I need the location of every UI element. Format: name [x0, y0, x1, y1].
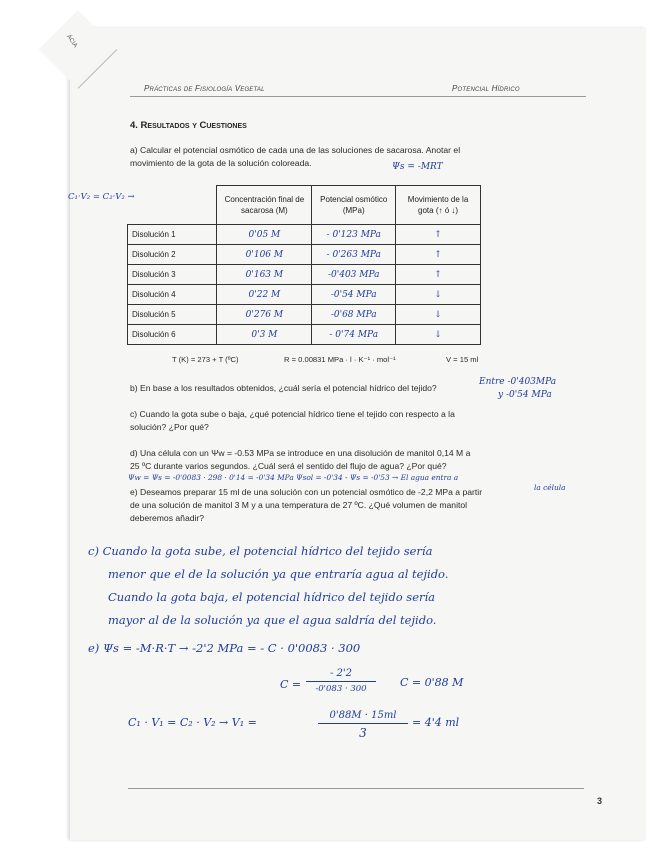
concentration-value: 0'106 M — [217, 245, 312, 265]
handwritten-c1v1: C₁·V₂ = C₂·V₂ → — [68, 192, 135, 202]
section-title: 4. Resultados y Cuestiones — [130, 120, 247, 131]
table-row — [128, 265, 481, 285]
movement-arrow: ↓ — [396, 325, 481, 345]
potential-value: - 0'74 MPa — [312, 325, 396, 345]
concentration-value: 0'22 M — [217, 285, 312, 305]
potential-value: -0'403 MPa — [312, 265, 396, 285]
worksheet-page — [65, 28, 646, 840]
handwritten-answer-d-line2: la célula — [534, 483, 566, 492]
potential-value: - 0'263 MPa — [312, 245, 396, 265]
header-right: Potencial Hídrico — [452, 84, 520, 93]
movement-arrow: ↓ — [396, 305, 481, 325]
handwritten-answer-b-line2: y -0'54 MPa — [498, 390, 552, 400]
volume-fraction-bar — [318, 723, 408, 724]
question-c-line1: c) Cuando la gota sube o baja, ¿qué potencial hídrico tiene el tejido con respecto a la — [130, 409, 455, 419]
table-header-movement: Movimiento de la gota (↑ ó ↓) — [396, 186, 481, 225]
page-number: 3 — [597, 796, 603, 806]
row-label: Disolución 6 — [128, 325, 217, 345]
movement-arrow: ↑ — [396, 265, 481, 285]
fraction-denominator: -0'083 · 300 — [315, 684, 367, 694]
handwritten-psi-formula: Ψs = -MRT — [392, 162, 443, 172]
handwritten-e-volume-result: = 4'4 ml — [412, 716, 460, 729]
question-e-line2: de una solución de manitol 3 M y a una temperatura de 27 ºC. ¿Qué volumen de manitol — [130, 500, 468, 510]
table-header-concentration: Concentración final de sacarosa (M) — [217, 186, 312, 225]
fraction-numerator: - 2'2 — [329, 668, 353, 679]
handwritten-e-line1: e) Ψs = -M·R·T → -2'2 MPa = - C · 0'0083 · 300 — [88, 641, 361, 655]
concentration-value: 0'05 M — [217, 225, 312, 245]
row-label: Disolución 5 — [128, 305, 217, 325]
row-label: Disolución 1 — [128, 225, 217, 245]
handwritten-e-fraction — [306, 668, 376, 694]
concentration-value: 0'3 M — [217, 325, 312, 345]
handwritten-c-line3: Cuando la gota baja, el potencial hídrico del tejido sería — [108, 590, 436, 604]
concentration-value: 0'163 M — [217, 265, 312, 285]
footer-rule — [128, 788, 584, 789]
handwritten-c-line4: mayor al de la solución ya que el agua saldría del tejido. — [108, 613, 437, 627]
footnote-temperature: T (K) = 273 + T (ºC) — [172, 355, 239, 364]
volume-denominator: 3 — [359, 726, 367, 740]
question-d-line2: 25 ºC durante varios segundos. ¿Cuál será el sentido del flujo de agua? ¿Por qué? — [130, 461, 447, 471]
row-label: Disolución 3 — [128, 265, 217, 285]
potential-value: -0'68 MPa — [312, 305, 396, 325]
handwritten-answer-d: Ψw = Ψs = -0'0083 · 298 · 0'14 = -0'34 MPa Ψsol = -0'34 - Ψs = -0'53 → El agua entra a — [128, 473, 459, 482]
footnote-volume: V = 15 ml — [446, 355, 479, 364]
results-table — [127, 185, 481, 345]
table-header-empty — [128, 186, 217, 225]
question-a-line1: a) Calcular el potencial osmótico de cada una de las soluciones de sacarosa. Anotar el — [130, 145, 461, 155]
question-e-line1: e) Deseamos preparar 15 ml de una solución con un potencial osmótico de -2,2 MPa a partir — [130, 487, 483, 497]
footnote-gas-constant: R = 0.00831 MPa · l · K⁻¹ · mol⁻¹ — [284, 355, 396, 364]
handwritten-e-result: C = 0'88 M — [400, 676, 464, 689]
table-row — [128, 305, 481, 325]
question-b: b) En base a los resultados obtenidos, ¿cuál sería el potencial hídrico del tejido? — [130, 383, 437, 393]
table-header-potential: Potencial osmótico (MPa) — [312, 186, 396, 225]
header-left: Prácticas de Fisiología Vegetal — [144, 84, 265, 93]
table-row — [128, 325, 481, 345]
table-row — [128, 245, 481, 265]
volume-numerator: 0'88M · 15ml — [329, 710, 397, 721]
handwritten-c-line2: menor que el de la solución ya que entraría agua al tejido. — [108, 567, 449, 581]
potential-value: - 0'123 MPa — [312, 225, 396, 245]
page-corner-fold — [39, 10, 117, 88]
handwritten-e-line3: C₁ · V₁ = C₂ · V₂ → V₁ = — [128, 716, 257, 729]
movement-arrow: ↑ — [396, 225, 481, 245]
question-a-line2: movimiento de la gota de la solución coloreada. — [130, 158, 312, 168]
question-d-line1: d) Una célula con un Ψw = -0.53 MPa se introduce en una disolución de manitol 0,14 M a — [130, 448, 471, 458]
handwritten-e-volume-fraction — [318, 710, 408, 740]
fraction-bar — [306, 681, 376, 682]
corner-label: ÁCIA — [65, 34, 79, 49]
concentration-value: 0'276 M — [217, 305, 312, 325]
movement-arrow: ↓ — [396, 285, 481, 305]
question-e-line3: deberemos añadir? — [130, 513, 205, 523]
question-c-line2: solución? ¿Por qué? — [130, 422, 209, 432]
table-row — [128, 285, 481, 305]
handwritten-e-frac-label: C = — [280, 678, 302, 691]
handwritten-answer-b-line1: Entre -0'403MPa — [479, 377, 557, 387]
movement-arrow: ↑ — [396, 245, 481, 265]
table-header-row — [128, 186, 481, 225]
handwritten-c-line1: c) Cuando la gota sube, el potencial hídrico del tejido sería — [88, 544, 433, 558]
potential-value: -0'54 MPa — [312, 285, 396, 305]
row-label: Disolución 2 — [128, 245, 217, 265]
table-row — [128, 225, 481, 245]
header-rule — [130, 96, 586, 97]
row-label: Disolución 4 — [128, 285, 217, 305]
